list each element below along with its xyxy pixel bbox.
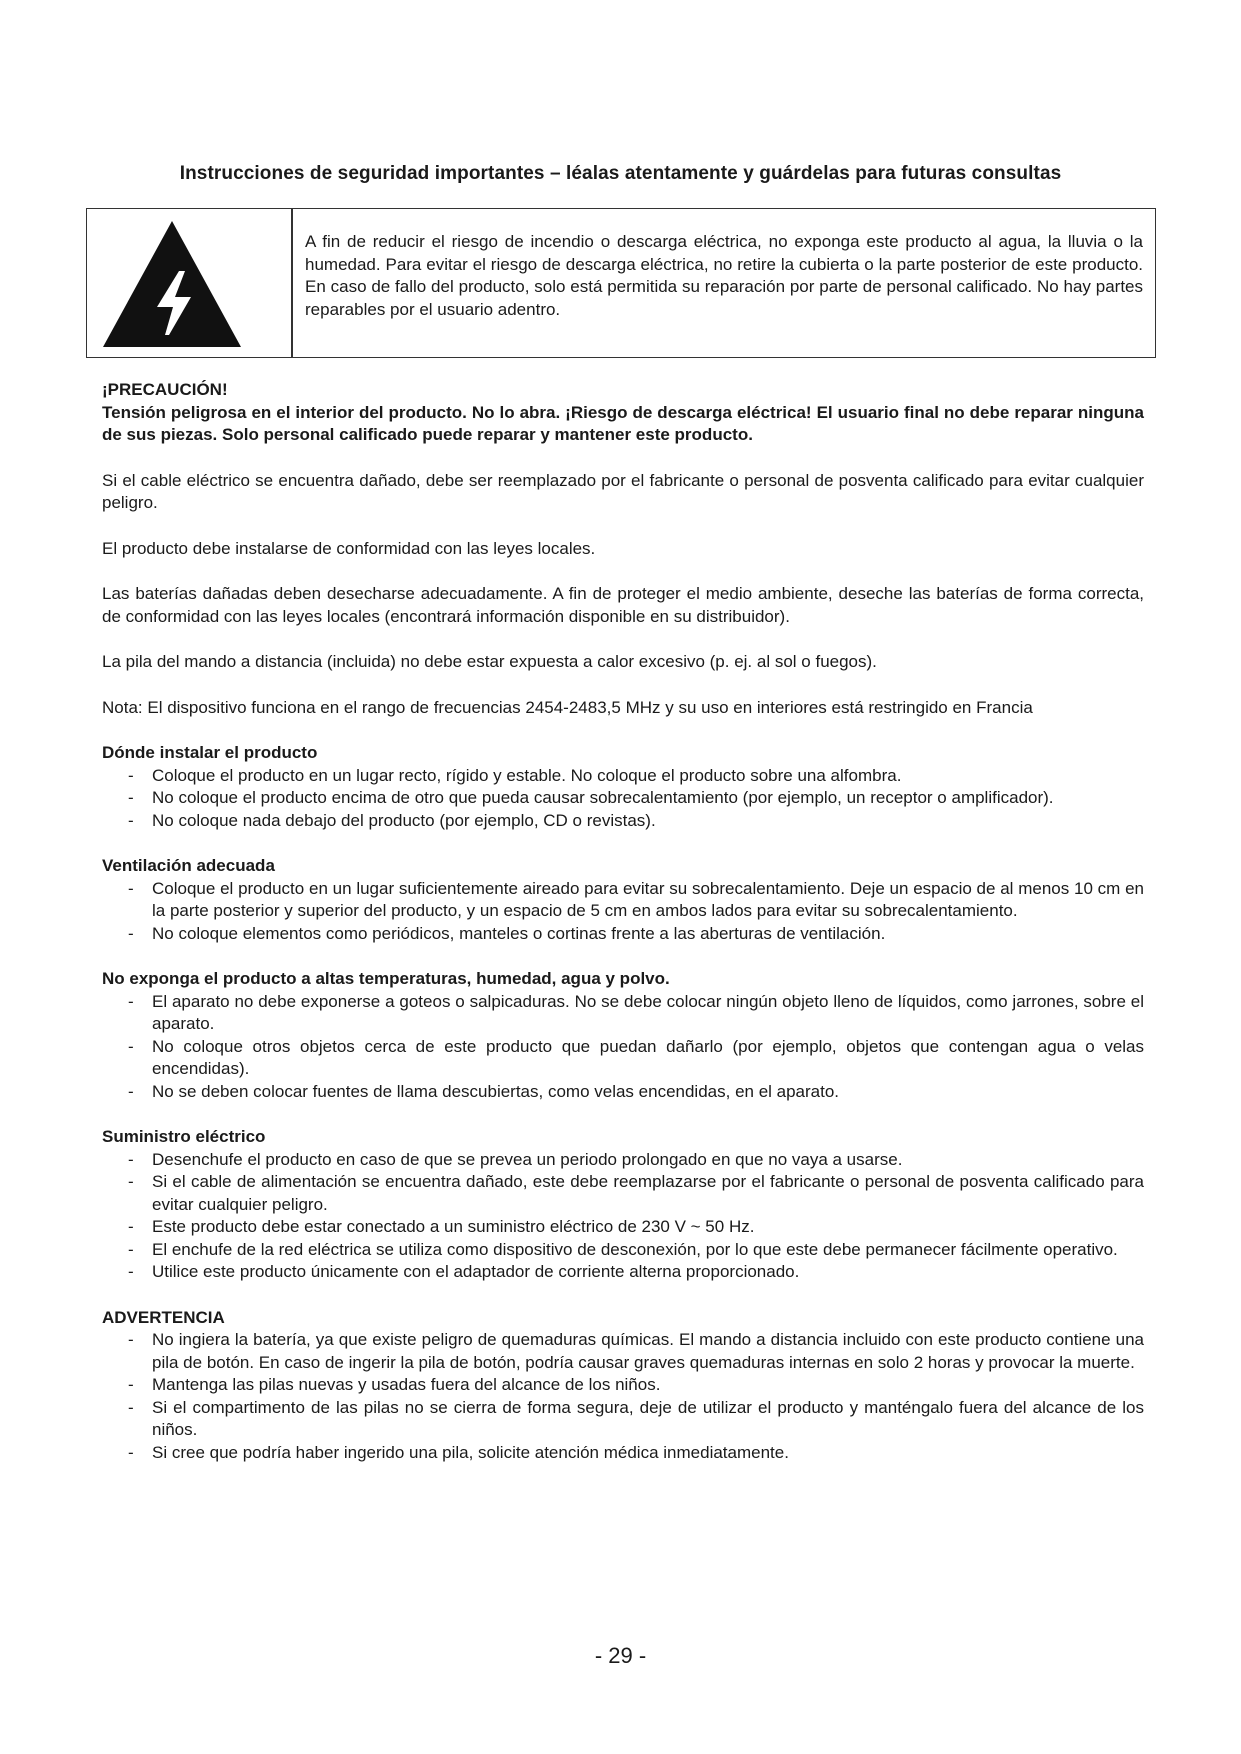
section-heading: Suministro eléctrico <box>102 1127 266 1146</box>
section-list <box>102 1149 1144 1284</box>
paragraph: Nota: El dispositivo funciona en el rango de frecuencias 2454-2483,5 MHz y su uso en interiores está restringido en Francia <box>102 697 1033 717</box>
section-list <box>102 991 1144 1104</box>
list-item: - No coloque otros objetos cerca de este producto que puedan dañarlo (por ejemplo, objetos que contengan agua o velas encendidas). <box>102 1036 1144 1081</box>
list-item: - No coloque el producto encima de otro que pueda causar sobrecalentamiento (por ejemplo, un receptor o amplificador). <box>102 787 1144 810</box>
paragraph: La pila del mando a distancia (incluida) no debe estar expuesta a calor excesivo (p. ej. al sol o fuegos). <box>102 652 877 671</box>
section-heading: ADVERTENCIA <box>102 1307 225 1327</box>
list-item: - Si el compartimento de las pilas no se cierra de forma segura, deje de utilizar el producto y manténgalo fuera del alcance de los niños. <box>102 1397 1144 1442</box>
list-item: - Este producto debe estar conectado a un suministro eléctrico de 230 V ~ 50 Hz. <box>102 1216 1144 1239</box>
warning-box <box>86 208 1156 358</box>
section-list <box>102 765 1144 833</box>
caution-text: Tensión peligrosa en el interior del producto. No lo abra. ¡Riesgo de descarga eléctrica! El usuario final no debe reparar ninguna de sus piezas. Solo personal calificado puede reparar y mantener este producto. <box>102 402 1144 444</box>
box-divider <box>291 209 293 357</box>
list-item: - Desenchufe el producto en caso de que se prevea un periodo prolongado en que no vaya a usarse. <box>102 1149 1144 1172</box>
list-item: - Coloque el producto en un lugar recto, rígido y estable. No coloque el producto sobre una alfombra. <box>102 765 1144 788</box>
warning-text: A fin de reducir el riesgo de incendio o descarga eléctrica, no exponga este producto al agua, la lluvia o la humedad. Para evitar el riesgo de descarga eléctrica, no retire la cubierta o la parte posterior de este producto. En caso de fallo del producto, solo está permitida su reparación por parte de personal calificado. No hay partes reparables por el usuario adentro. <box>305 232 1143 319</box>
section-heading: No exponga el producto a altas temperaturas, humedad, agua y polvo. <box>102 969 670 988</box>
list-item: - No ingiera la batería, ya que existe peligro de quemaduras químicas. El mando a distancia incluido con este producto contiene una pila de botón. En caso de ingerir la pila de botón, podría causar graves quemaduras internas en solo 2 horas y provocar la muerte. <box>102 1329 1144 1374</box>
page-number: - 29 - <box>594 1643 647 1668</box>
section-heading: Ventilación adecuada <box>102 856 275 875</box>
section-list <box>102 878 1144 946</box>
paragraph: Si el cable eléctrico se encuentra dañado, debe ser reemplazado por el fabricante o personal de posventa calificado para evitar cualquier peligro. <box>102 470 1144 512</box>
section-list <box>102 1329 1144 1464</box>
electric-shock-warning-icon <box>101 219 243 349</box>
page-title: Instrucciones de seguridad importantes – léalas atentamente y guárdelas para futuras consultas <box>179 163 1062 184</box>
paragraph: Las baterías dañadas deben desecharse adecuadamente. A fin de proteger el medio ambiente, deseche las baterías de forma correcta, de conformidad con las leyes locales (encontrará información disponible en su distribuidor). <box>102 584 1144 626</box>
list-item: - Utilice este producto únicamente con el adaptador de corriente alterna proporcionado. <box>102 1261 1144 1284</box>
list-item: - Mantenga las pilas nuevas y usadas fuera del alcance de los niños. <box>102 1374 1144 1397</box>
list-item: - El aparato no debe exponerse a goteos o salpicaduras. No se debe colocar ningún objeto lleno de líquidos, como jarrones, sobre el aparato. <box>102 991 1144 1036</box>
list-item: - El enchufe de la red eléctrica se utiliza como dispositivo de desconexión, por lo que este debe permanecer fácilmente operativo. <box>102 1239 1144 1262</box>
list-item: - Coloque el producto en un lugar suficientemente aireado para evitar su sobrecalentamiento. Deje un espacio de al menos 10 cm en la parte posterior y superior del producto, y un espacio de 5 cm en ambos lados para evitar su sobrecalentamiento. <box>102 878 1144 923</box>
list-item: - Si el cable de alimentación se encuentra dañado, este debe reemplazarse por el fabricante o personal de posventa calificado para evitar cualquier peligro. <box>102 1171 1144 1216</box>
list-item: - Si cree que podría haber ingerido una pila, solicite atención médica inmediatamente. <box>102 1442 1144 1465</box>
list-item: - No coloque nada debajo del producto (por ejemplo, CD o revistas). <box>102 810 1144 833</box>
paragraph: El producto debe instalarse de conformidad con las leyes locales. <box>102 538 596 558</box>
document-body <box>102 379 1144 1464</box>
caution-heading: ¡PRECAUCIÓN! <box>102 380 228 399</box>
list-item: - No se deben colocar fuentes de llama descubiertas, como velas encendidas, en el aparato. <box>102 1081 1144 1104</box>
list-item: - No coloque elementos como periódicos, manteles o cortinas frente a las aberturas de ventilación. <box>102 923 1144 946</box>
section-heading: Dónde instalar el producto <box>102 743 318 762</box>
